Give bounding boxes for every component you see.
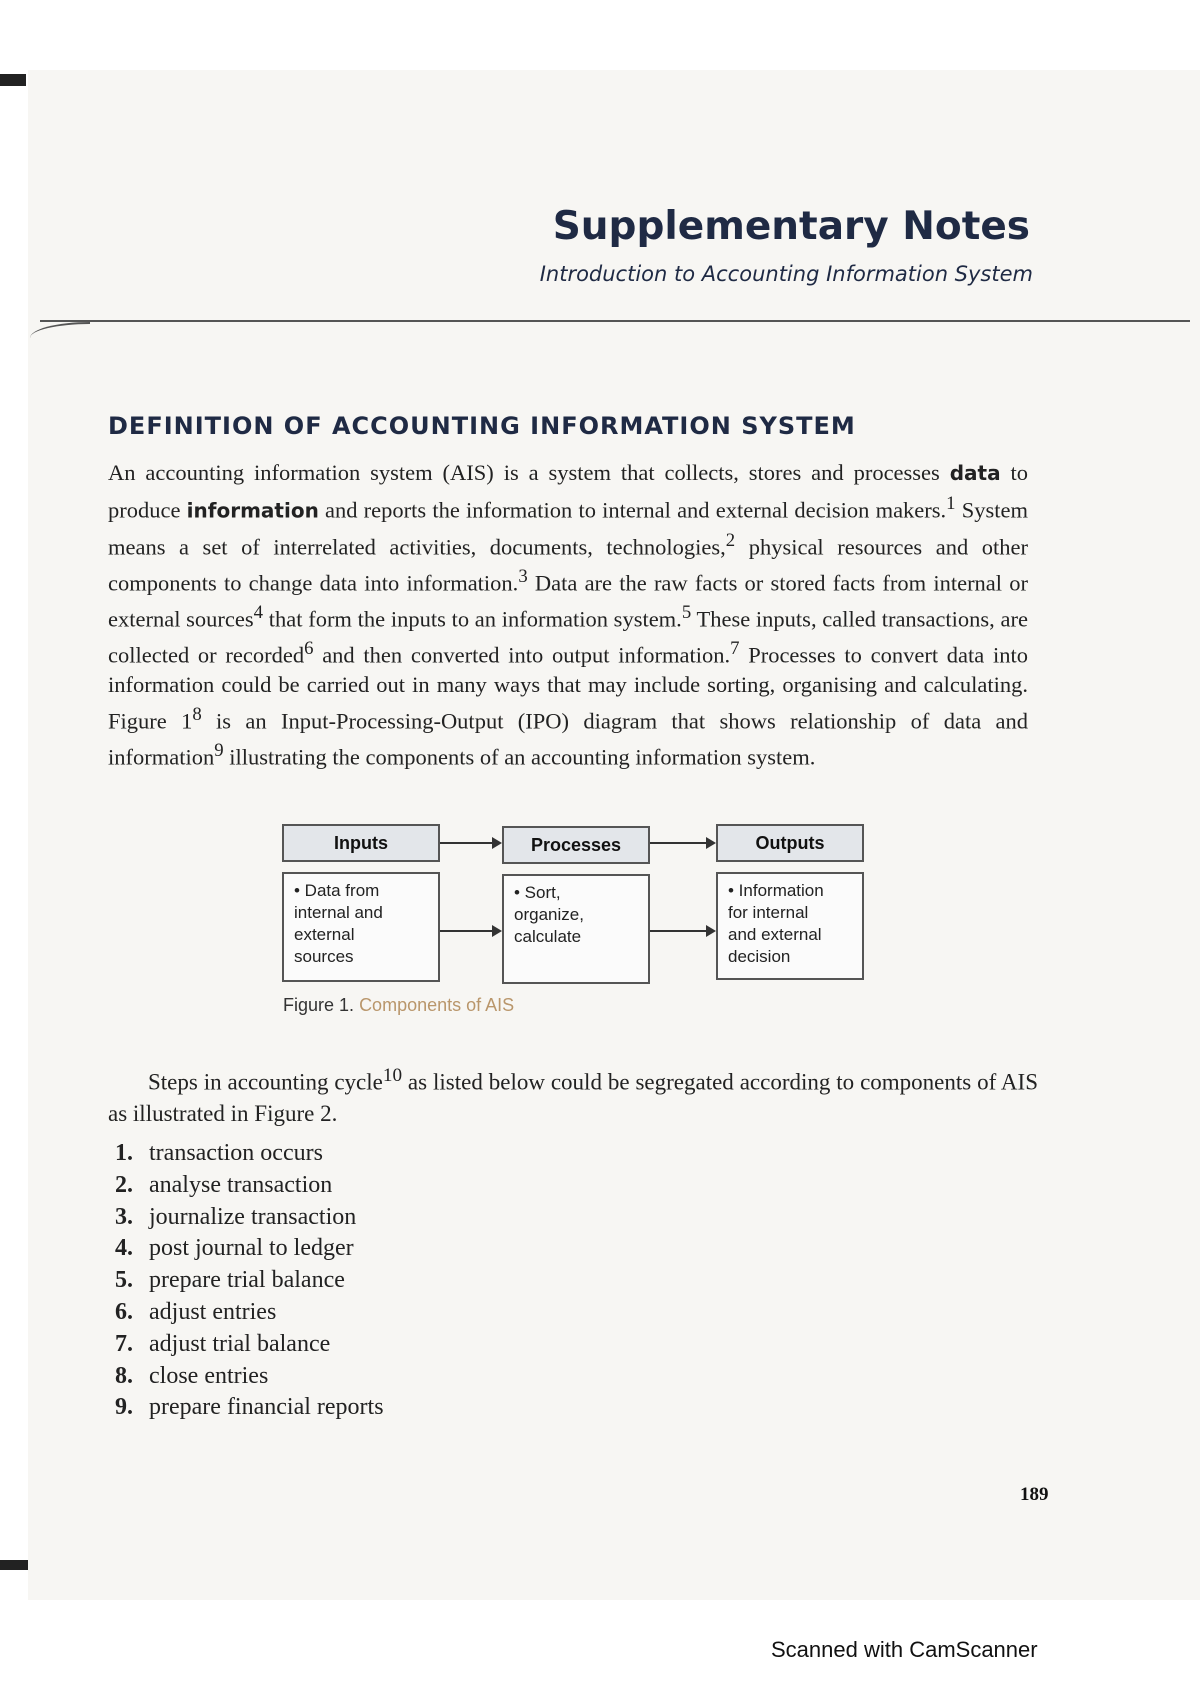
arrow-head-icon bbox=[706, 925, 716, 937]
header-rule bbox=[40, 320, 1190, 322]
ipo-diagram bbox=[280, 824, 880, 1024]
footnote-ref: 5 bbox=[681, 601, 692, 623]
arrow-inputs-to-processes-body bbox=[440, 930, 492, 932]
bold-term-data: data bbox=[949, 461, 1001, 485]
footnote-ref: 8 bbox=[192, 703, 202, 725]
footnote-ref: 10 bbox=[382, 1065, 403, 1086]
arrow-processes-to-outputs-body bbox=[650, 930, 706, 932]
inputs-header: Inputs bbox=[282, 824, 440, 862]
list-item: 8. close entries bbox=[115, 1362, 269, 1389]
footnote-ref: 4 bbox=[253, 601, 264, 623]
footnote-ref: 9 bbox=[214, 739, 224, 761]
list-item: 7. adjust trial balance bbox=[115, 1330, 331, 1357]
processes-box bbox=[502, 874, 650, 984]
processes-header: Processes bbox=[502, 826, 650, 864]
outputs-text: • Information for internal and external decision bbox=[728, 881, 824, 966]
page-subtitle: Introduction to Accounting Information System bbox=[539, 262, 1033, 286]
arrow-inputs-to-processes bbox=[440, 842, 492, 844]
list-item: 6. adjust entries bbox=[115, 1298, 277, 1325]
list-item: 4. post journal to ledger bbox=[115, 1235, 354, 1262]
definition-paragraph: An accounting information system (AIS) is a system that collects, stores and processes data to produce information and reports the information to internal and external decision makers.$^1$ System means a set of interrelated activities, documents, technologies,$^2$ physical resources and other components to change data into information.$^3$ Data are the raw facts or stored facts from internal or external sources$^4$ that form the inputs to an information system.$^5$ These inputs, called transactions, are collected or recorded$^6$ and then converted into output information.$^7$ Processes to convert data into information could be carried out in many ways that may include sorting, organising and calculating. Figure $1^8$ is an Input-Processing-Output (IPO) diagram that shows relationship of data and information$^9$ illustrating the components of an accounting information system. bbox=[108, 460, 1029, 770]
outputs-box bbox=[716, 872, 864, 980]
figure-caption-text: Components of AIS bbox=[359, 995, 515, 1015]
scan-edge-mark bbox=[0, 1560, 30, 1570]
list-item: 5. prepare trial balance bbox=[115, 1267, 345, 1294]
page-title: Supplementary Notes bbox=[552, 204, 1030, 249]
arrow-head-icon bbox=[492, 925, 502, 937]
footnote-ref: 3 bbox=[518, 565, 528, 587]
accounting-cycle-steps bbox=[115, 1138, 384, 1424]
steps-intro-paragraph: Steps in accounting cycle$^{10}$ as listed below could be segregated according to components of AIS as illustrated in Figure 2. bbox=[108, 1065, 1038, 1126]
list-item: 2. analyse transaction bbox=[115, 1171, 333, 1198]
arrow-head-icon bbox=[492, 837, 502, 849]
figure-caption-label: Figure 1. bbox=[283, 995, 355, 1015]
section-heading: DEFINITION OF ACCOUNTING INFORMATION SYSTEM bbox=[108, 412, 856, 440]
scanner-watermark: Scanned with CamScanner bbox=[771, 1637, 1038, 1662]
page-number: 189 bbox=[1020, 1484, 1049, 1505]
page-gutter bbox=[0, 70, 30, 1600]
list-item: 9. prepare financial reports bbox=[115, 1394, 384, 1421]
list-item: 3. journalize transaction bbox=[115, 1203, 357, 1230]
footnote-ref: 6 bbox=[304, 637, 314, 659]
arrow-processes-to-outputs bbox=[650, 842, 706, 844]
inputs-text: • Data from internal and external sources bbox=[294, 881, 383, 966]
bold-term-information: information bbox=[186, 498, 319, 523]
figure-caption bbox=[283, 995, 514, 1016]
outputs-header: Outputs bbox=[716, 824, 864, 862]
inputs-box bbox=[282, 872, 440, 982]
list-item: 1. transaction occurs bbox=[115, 1140, 323, 1166]
scan-edge-mark bbox=[0, 74, 26, 86]
arrow-head-icon bbox=[706, 837, 716, 849]
processes-text: • Sort, organize, calculate bbox=[514, 883, 584, 946]
footnote-ref: 1 bbox=[946, 492, 956, 514]
footnote-ref: 7 bbox=[730, 637, 740, 659]
footnote-ref: 2 bbox=[725, 529, 736, 551]
